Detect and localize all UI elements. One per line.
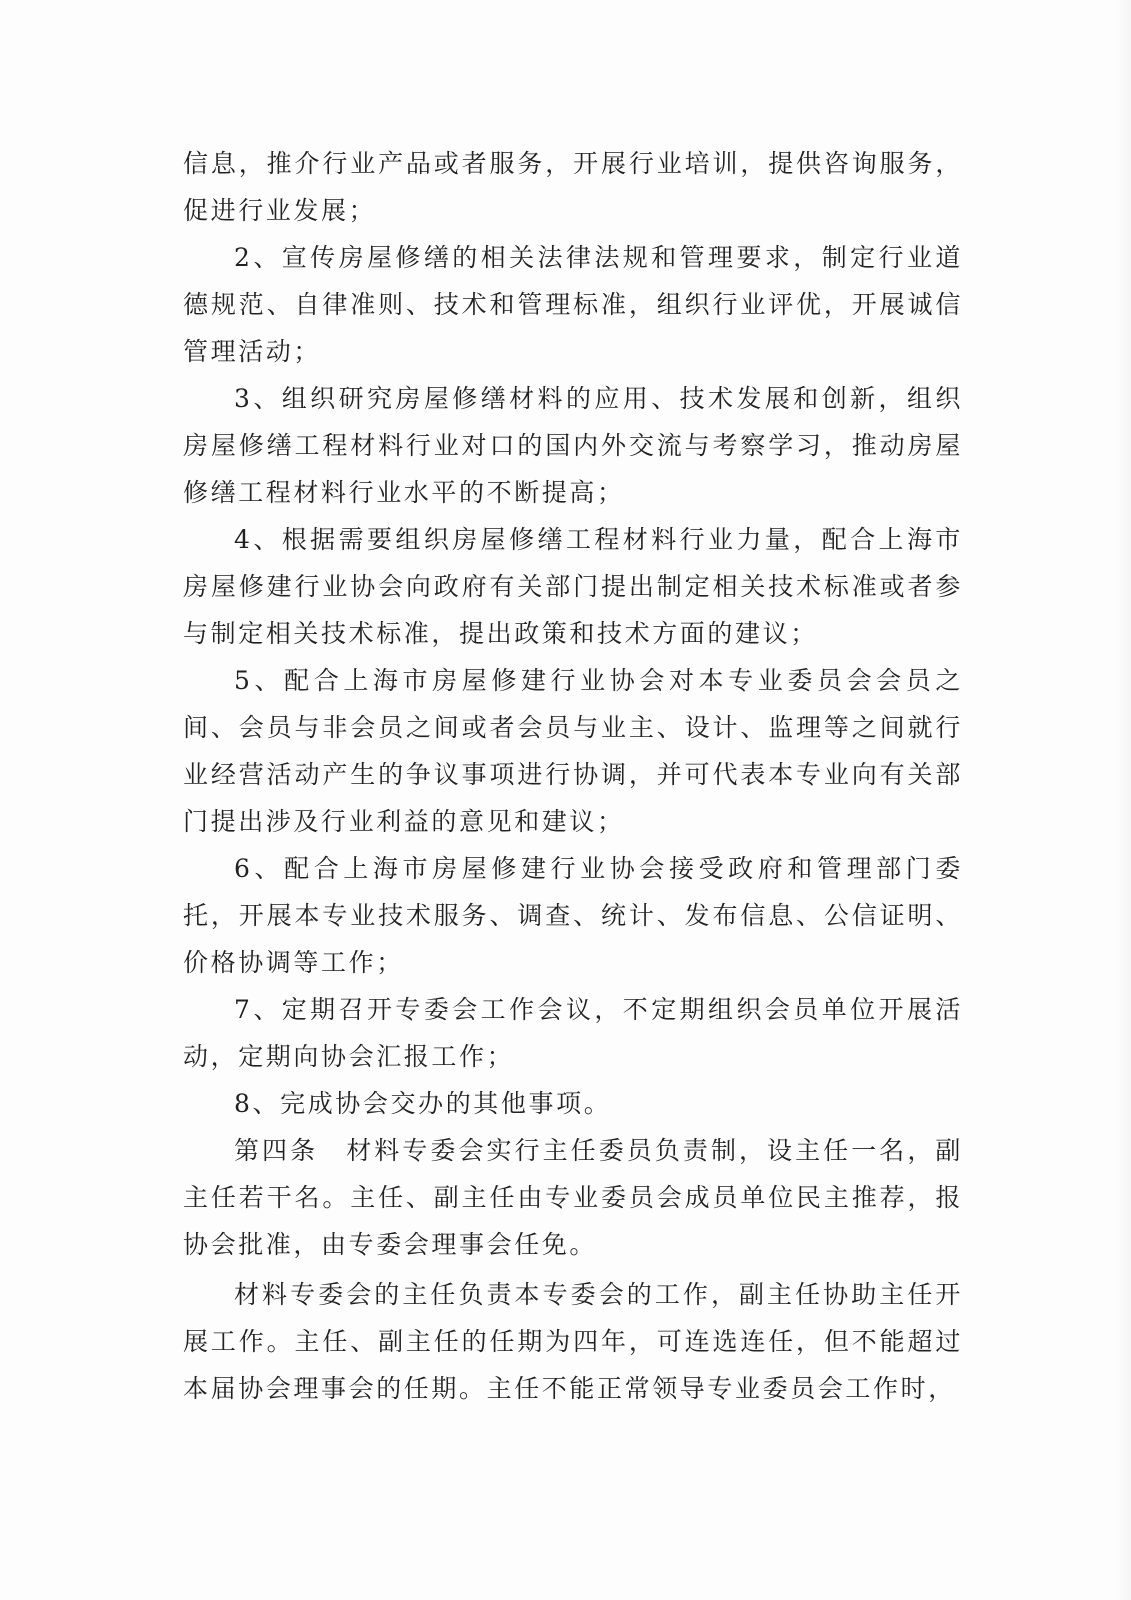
paragraph-item-2: 2、宣传房屋修缮的相关法律法规和管理要求，制定行业道德规范、自律准则、技术和管理标准，组织行业评优，开展诚信管理活动；: [183, 243, 963, 366]
paragraph-item-5: 5、配合上海市房屋修建行业协会对本专业委员会会员之间、会员与非会员之间或者会员与业主、设计、监理等之间就行业经营活动产生的争议事项进行协调，并可代表本专业向有关部门提出涉及行业利益的意见和建议；: [183, 666, 963, 836]
paragraph-item-3: 3、组织研究房屋修缮材料的应用、技术发展和创新，组织房屋修缮工程材料行业对口的国内外交流与考察学习，推动房屋修缮工程材料行业水平的不断提高；: [183, 384, 963, 507]
paragraph-director-duties: 材料专委会的主任负责本专委会的工作，副主任协助主任开展工作。主任、副主任的任期为四年，可连选连任，但不能超过本届协会理事会的任期。主任不能正常领导专业委员会工作时，: [183, 1280, 963, 1403]
scan-edge-shading: [1115, 0, 1131, 1600]
paragraph-item-7: 7、定期召开专委会工作会议，不定期组织会员单位开展活动，定期向协会汇报工作；: [183, 995, 963, 1071]
paragraph-item-8: 8、完成协会交办的其他事项。: [234, 1089, 612, 1118]
paragraph-article-4: 第四条 材料专委会实行主任委员负责制，设主任一名，副主任若干名。主任、副主任由专业委员会成员单位民主推荐，报协会批准，由专委会理事会任免。: [183, 1136, 963, 1259]
document-body: [183, 140, 963, 1412]
paragraph-continuation: 信息，推介行业产品或者服务，开展行业培训，提供咨询服务，促进行业发展；: [183, 149, 963, 225]
paragraph-item-4: 4、根据需要组织房屋修缮工程材料行业力量，配合上海市房屋修建行业协会向政府有关部门提出制定相关技术标准或者参与制定相关技术标准，提出政策和技术方面的建议；: [183, 525, 963, 648]
paragraph-item-6: 6、配合上海市房屋修建行业协会接受政府和管理部门委托，开展本专业技术服务、调查、统计、发布信息、公信证明、价格协调等工作；: [183, 854, 963, 977]
